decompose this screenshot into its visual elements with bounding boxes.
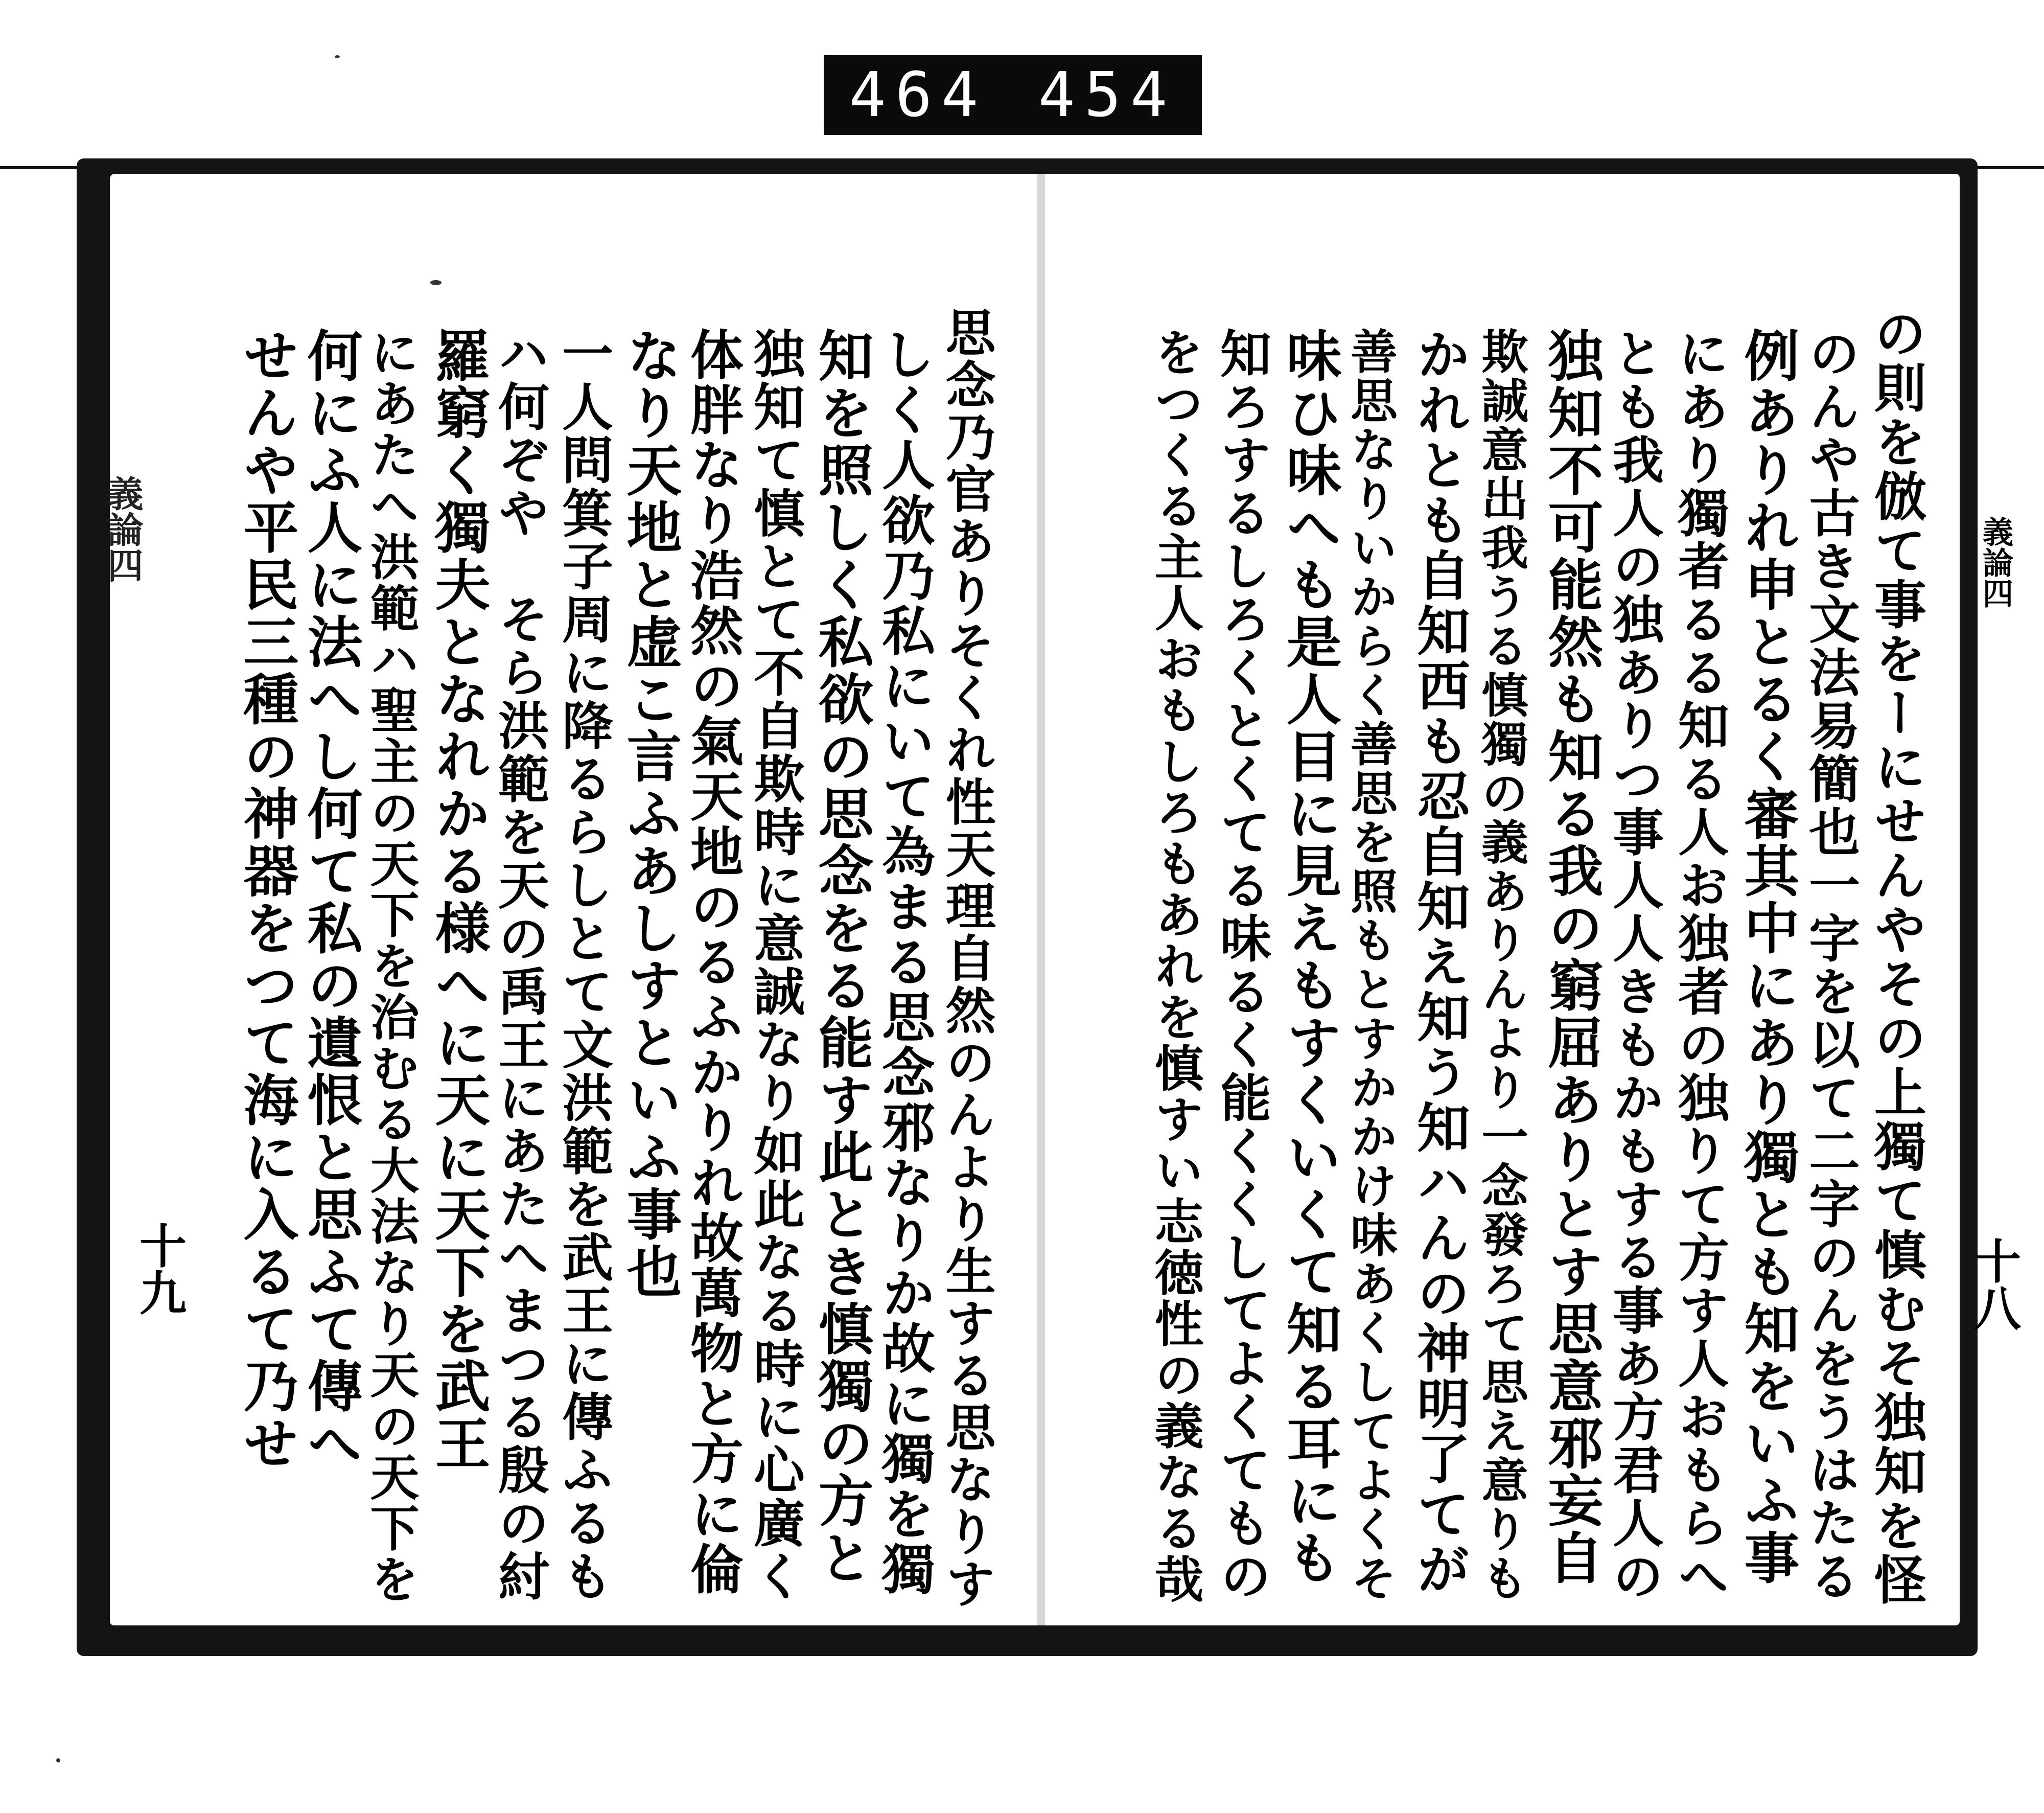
scan-speck	[56, 1758, 60, 1762]
scan-speck	[335, 55, 340, 58]
scan-speck	[430, 280, 442, 285]
right-column-6: 独知不可能然も知る我の窮屈ありとす思意邪妄自	[1539, 327, 1603, 1587]
frame-number-label	[824, 55, 1202, 135]
right-column-3: 例ありれ申とるく審其中にあり獨とも知をいふ事	[1735, 327, 1799, 1587]
left-column-4: 独知て慎とて不自欺時に意誠なり如此なる時に心廣く	[745, 327, 805, 1603]
left-column-5: 体胖なり浩然の氣天地のるふかりれ故萬物と方に倫	[681, 327, 744, 1597]
right-column-7: 欺誠意出我うる慎獨の義ありんより一念發ろて思え意りも	[1474, 327, 1529, 1603]
left-column-7: 一人問箕子周に降るらしとて文洪範を武王に傳ふるも	[553, 327, 614, 1603]
right-column-1: の則を倣て事をーにせんやその上獨て慎むそ独知を怪	[1866, 307, 1927, 1607]
book-gutter	[1037, 174, 1045, 1625]
right-column-9: 善思なりいからく善思を照もとすかかけ味あくしてよくそ	[1343, 327, 1398, 1603]
frame-number-left: 464	[849, 59, 988, 131]
right-column-5: とも我人の独ありつ事人人きもかもする事あ方君人の	[1604, 327, 1664, 1603]
left-column-12: せんや平民三種の神器をつて海に入るて乃せ	[234, 327, 298, 1472]
left-column-11: 何にふ人に法へし何て私の遺恨と思ふて傳へ	[298, 327, 362, 1472]
right-column-12: をつくる主人おもしろもあれを慎すい志徳性の義なる哉	[1147, 327, 1204, 1605]
right-column-4: にあり獨者るる知る人お独者の独りて方す人おもらへ	[1669, 327, 1730, 1603]
left-column-8: ハ何ぞや そら洪範を天の禹王にあたへまつる殷の紂	[490, 327, 550, 1603]
frame-number-right: 454	[1038, 59, 1177, 131]
left-column-2: しく人欲乃私にいて為まる思念邪なりか故に獨を獨	[873, 327, 936, 1597]
right-fold-page-number: 十八	[1966, 1237, 2022, 1331]
right-page-header-mark: 義論四	[1978, 516, 2013, 608]
right-column-8: かれとも自知西も忍自知え知う知ハんの神明了てが	[1408, 327, 1471, 1597]
left-column-6: なり天地と虚こ言ふあしすといふ事也	[617, 327, 682, 1300]
left-fold-page-number: 十九	[132, 1222, 187, 1316]
right-column-10: 味ひ味へも是人目に見えもすくいくて知る耳にも	[1277, 327, 1341, 1587]
left-column-10: にあたへ洪範ハ聖主の天下を治むる大法なり天の天下を	[362, 327, 420, 1605]
left-column-3: 知を照しく私欲の思念をる能す此とき慎獨の方と	[809, 327, 873, 1587]
left-column-1: 思念乃官ありそくれ性天理自然のんより生する思なりす	[937, 307, 996, 1610]
right-column-11: 知ろするしろくとくてる味るく能くくしてよくてもの	[1212, 327, 1272, 1603]
left-column-9: 羅窮く獨夫となれかる様へに天に天下を武王	[426, 327, 490, 1472]
right-column-2: のんや古き文法易簡也一字を以て二字のんをうはたる	[1800, 327, 1861, 1603]
left-fold-header-mark: 義論四	[102, 475, 144, 583]
